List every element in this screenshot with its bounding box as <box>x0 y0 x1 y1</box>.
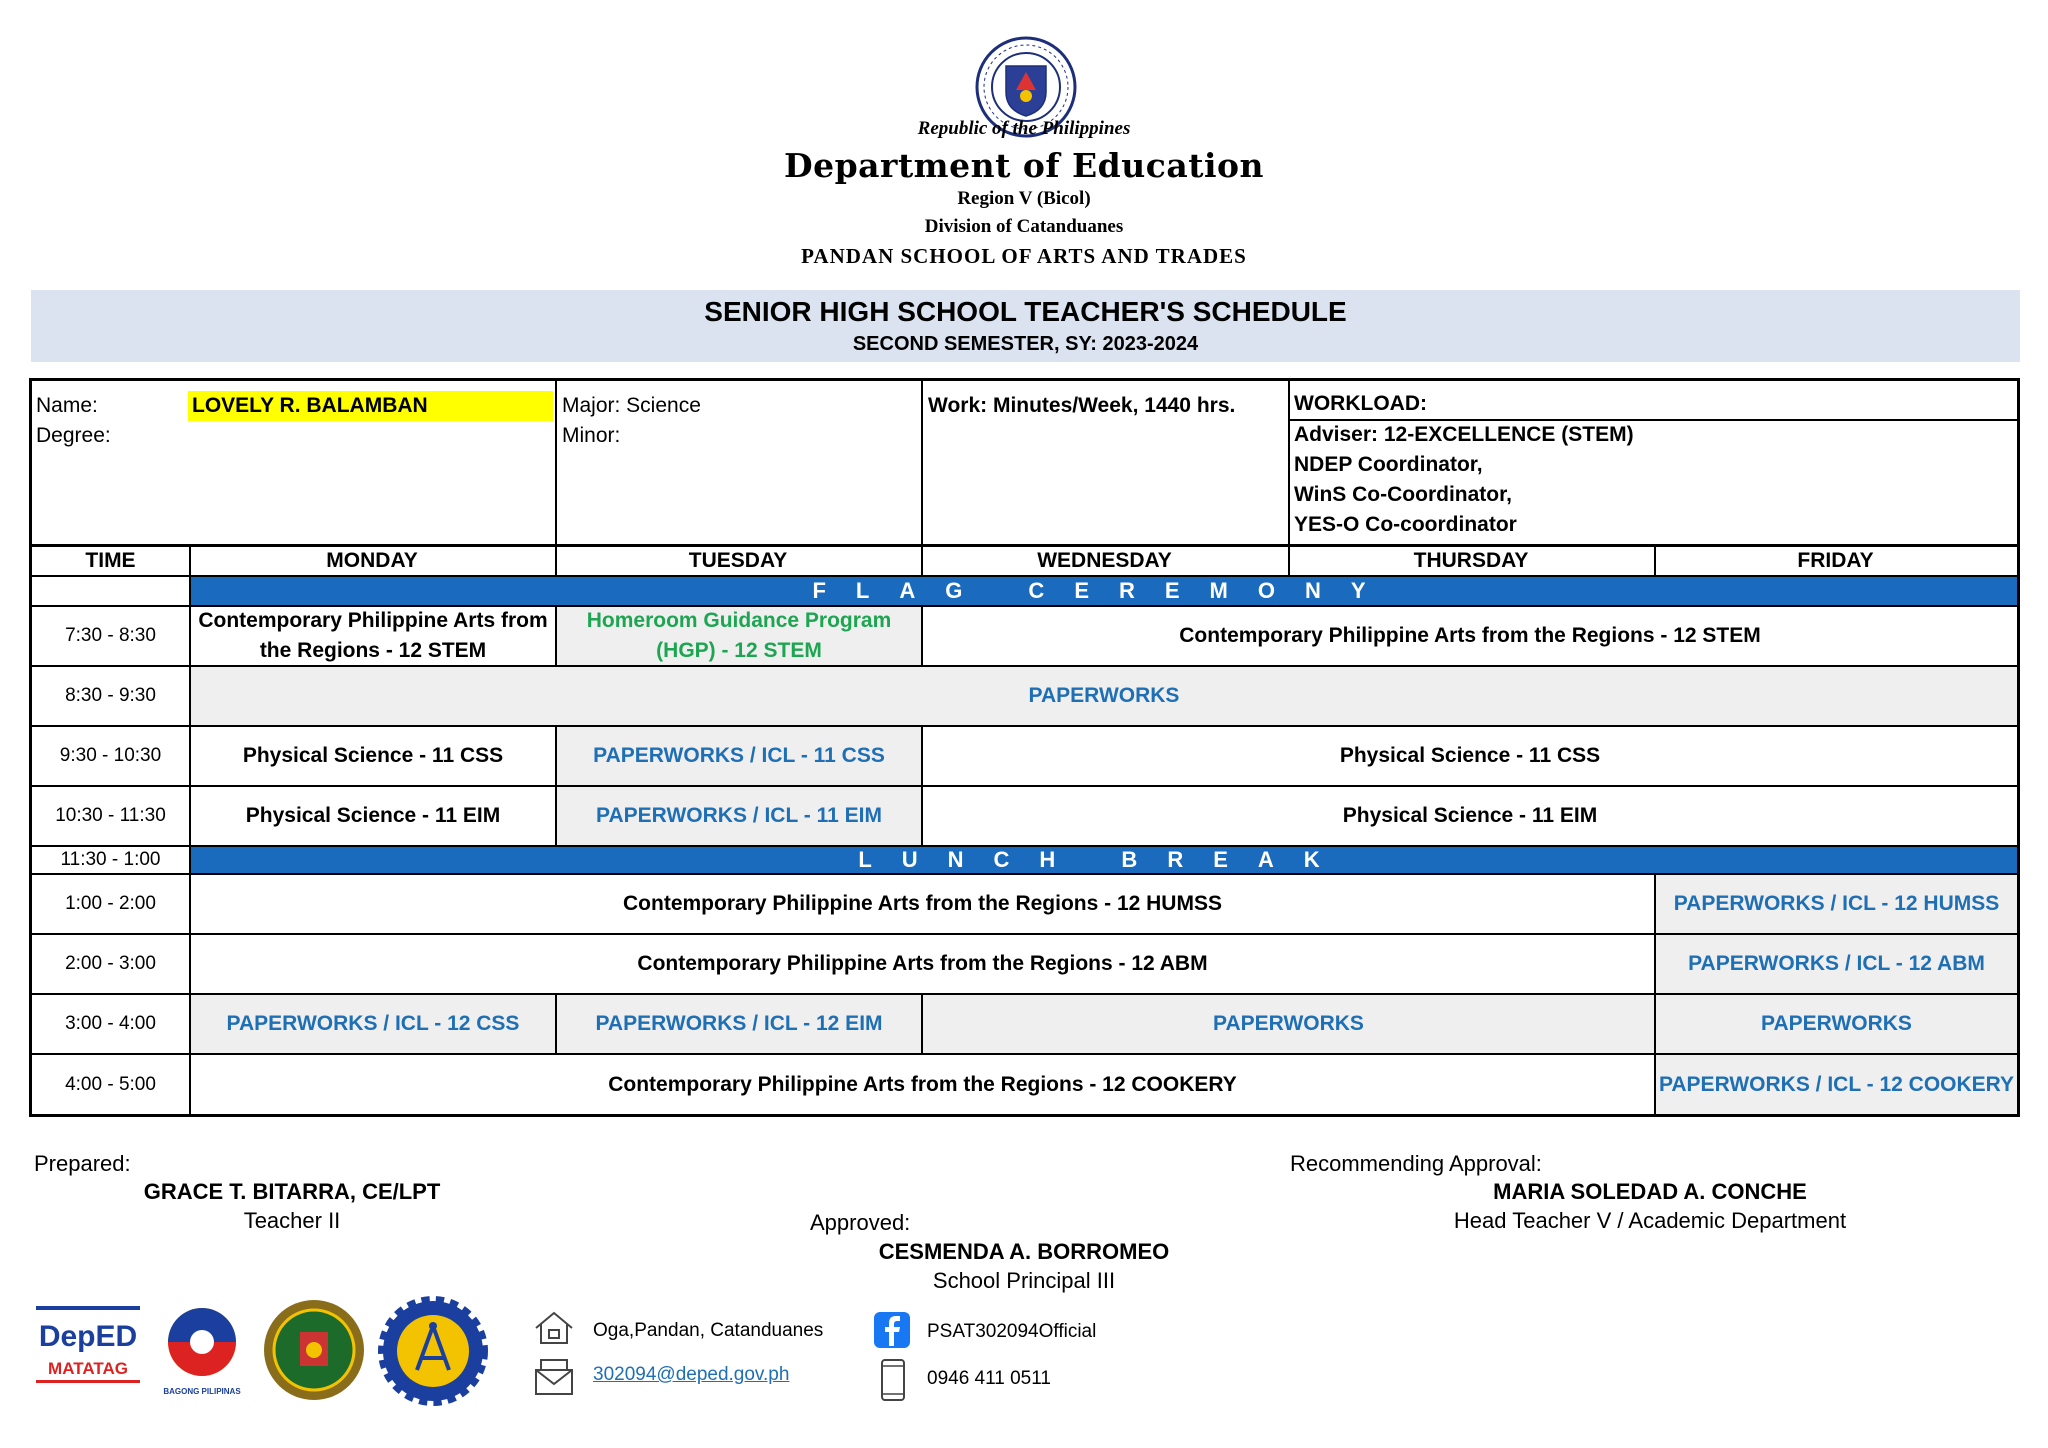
prepared-name: GRACE T. BITARRA, CE/LPT <box>143 1179 441 1204</box>
paperworks-cell: PAPERWORKS / ICL - 12 ABM <box>1656 935 2017 993</box>
time-cell: 10:30 - 11:30 <box>55 805 166 826</box>
hgp-cell: Homeroom Guidance Program (HGP) - 12 STEM <box>557 607 921 665</box>
time-cell: 8:30 - 9:30 <box>65 685 156 706</box>
class-cell: Physical Science - 11 CSS <box>1339 744 1601 767</box>
paperworks-cell: PAPERWORKS / ICL - 12 EIM <box>557 995 921 1053</box>
school-logo <box>378 1296 488 1406</box>
bagong-logo-text: BAGONG PILIPINAS <box>163 1387 241 1396</box>
prepared-label: Prepared: <box>34 1151 131 1176</box>
recommending-title: Head Teacher V / Academic Department <box>1453 1208 1847 1233</box>
schedule-title: SENIOR HIGH SCHOOL TEACHER'S SCHEDULE <box>704 296 1347 327</box>
header-time: TIME <box>85 549 136 572</box>
paperworks-cell: PAPERWORKS <box>191 667 2017 725</box>
flag-ceremony-band: FLAG CEREMONY <box>191 577 2017 605</box>
facebook-icon <box>874 1312 910 1348</box>
lunch-break-band: LUNCH BREAK <box>191 847 2017 873</box>
prepared-title: Teacher II <box>243 1208 341 1233</box>
class-cell: Contemporary Philippine Arts from the Regions - 12 HUMSS <box>623 892 1222 915</box>
degree-label: Degree: <box>36 424 111 447</box>
class-cell: Contemporary Philippine Arts from the Regions - 12 ABM <box>637 952 1208 975</box>
title-band <box>31 290 2020 362</box>
workload-item: YES-O Co-coordinator <box>1294 513 1517 536</box>
teacher-name: LOVELY R. BALAMBAN <box>188 391 553 421</box>
approved-label: Approved: <box>810 1210 911 1235</box>
region-text: Region V (Bicol) <box>957 188 1091 209</box>
recommending-label: Recommending Approval: <box>1290 1151 1542 1176</box>
deped-matatag-logo <box>36 1306 140 1392</box>
paperworks-cell: PAPERWORKS / ICL - 11 EIM <box>557 787 921 845</box>
time-cell: 9:30 - 10:30 <box>59 745 162 766</box>
header-tuesday: TUESDAY <box>688 549 788 572</box>
time-cell: 7:30 - 8:30 <box>65 625 156 646</box>
republic-text: Republic of the Philippines <box>917 118 1131 139</box>
paperworks-cell: PAPERWORKS / ICL - 11 CSS <box>557 727 921 785</box>
header-monday: MONDAY <box>326 549 418 572</box>
schedule-subtitle: SECOND SEMESTER, SY: 2023-2024 <box>852 333 1199 355</box>
minor-label: Minor: <box>562 424 621 447</box>
work-hours: Work: Minutes/Week, 1440 hrs. <box>928 394 1236 417</box>
division-seal-logo <box>262 1298 366 1402</box>
workload-label: WORKLOAD: <box>1294 392 1427 415</box>
facebook-page: PSAT302094Official <box>927 1321 1097 1342</box>
paperworks-cell: PAPERWORKS <box>1656 995 2017 1053</box>
schedule-table <box>29 378 2020 1117</box>
approved-name: CESMENDA A. BORROMEO <box>878 1239 1170 1264</box>
school-email-link[interactable]: 302094@deped.gov.ph <box>593 1364 790 1385</box>
time-cell: 3:00 - 4:00 <box>65 1013 156 1034</box>
header-wednesday: WEDNESDAY <box>1037 549 1172 572</box>
time-cell: 2:00 - 3:00 <box>65 953 156 974</box>
name-label: Name: <box>36 394 98 417</box>
bagong-pilipinas-logo <box>152 1300 252 1398</box>
home-icon <box>533 1310 575 1346</box>
time-cell: 4:00 - 5:00 <box>65 1073 156 1095</box>
major-label: Major: Science <box>562 394 701 417</box>
class-cell: Physical Science - 11 CSS <box>242 744 504 767</box>
phone-icon <box>880 1358 906 1402</box>
paperworks-cell: PAPERWORKS / ICL - 12 HUMSS <box>1656 875 2017 933</box>
header-thursday: THURSDAY <box>1413 549 1529 572</box>
paperworks-cell: PAPERWORKS / ICL - 12 COOKERY <box>1656 1055 2017 1114</box>
class-cell: Physical Science - 11 EIM <box>1342 804 1598 827</box>
time-cell: 1:00 - 2:00 <box>65 893 156 914</box>
mail-icon <box>533 1356 575 1398</box>
department-text: Department of Education <box>783 146 1264 185</box>
class-cell: Contemporary Philippine Arts from the Regions - 12 STEM <box>1179 624 1761 647</box>
header-friday: FRIDAY <box>1797 549 1874 572</box>
deped-logo-text: DepED <box>38 1320 138 1353</box>
class-cell: Contemporary Philippine Arts from the Regions - 12 STEM <box>198 609 548 662</box>
school-name: PANDAN SCHOOL OF ARTS AND TRADES <box>801 244 1247 268</box>
recommending-name: MARIA SOLEDAD A. CONCHE <box>1493 1179 1807 1204</box>
workload-item: WinS Co-Coordinator, <box>1294 483 1512 506</box>
workload-item: NDEP Coordinator, <box>1294 453 1483 476</box>
time-cell: 11:30 - 1:00 <box>60 849 161 870</box>
approved-title: School Principal III <box>932 1268 1116 1293</box>
class-cell: Contemporary Philippine Arts from the Regions - 12 COOKERY <box>608 1072 1237 1096</box>
school-address: Oga,Pandan, Catanduanes <box>593 1320 824 1341</box>
division-text: Division of Catanduanes <box>924 216 1124 237</box>
paperworks-cell: PAPERWORKS / ICL - 12 CSS <box>191 995 555 1053</box>
class-cell: Physical Science - 11 EIM <box>245 804 501 827</box>
matatag-logo-text: MATATAG <box>48 1359 128 1378</box>
workload-item: Adviser: 12-EXCELLENCE (STEM) <box>1294 423 1634 446</box>
paperworks-cell: PAPERWORKS <box>923 995 1654 1053</box>
phone-number: 0946 411 0511 <box>927 1368 1051 1389</box>
